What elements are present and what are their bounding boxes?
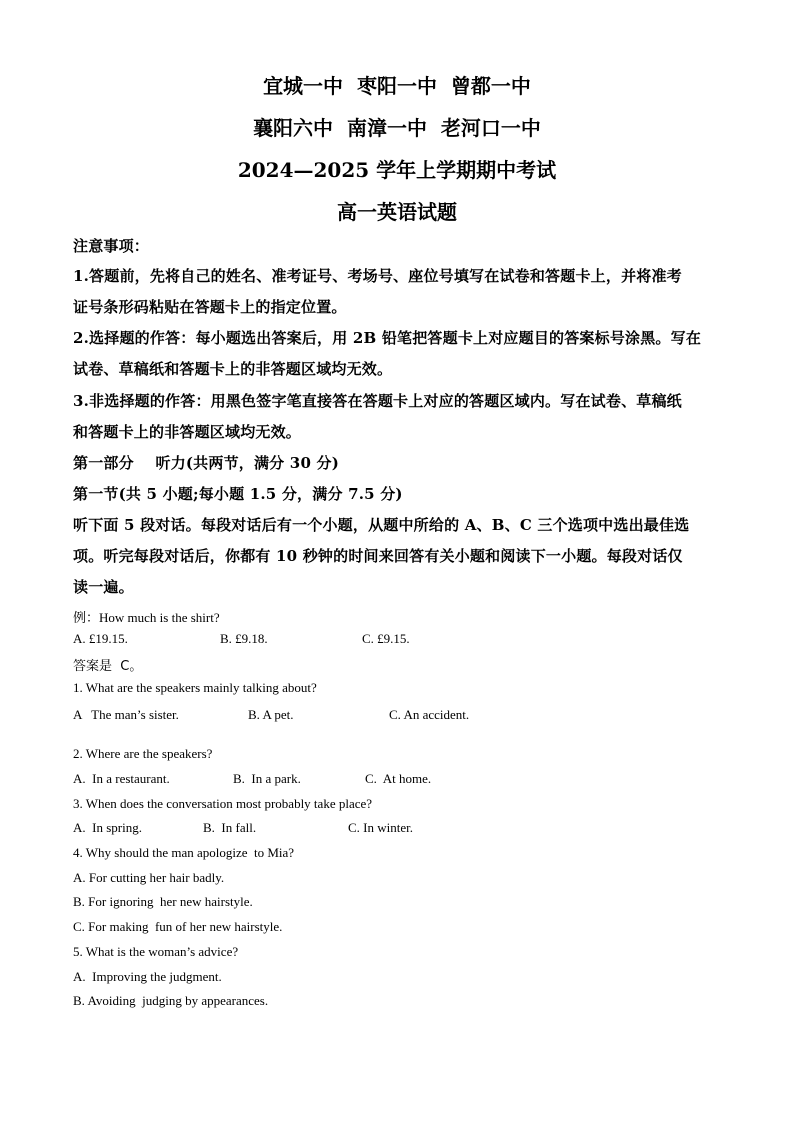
- question-3-option-c: C. In winter.: [348, 820, 413, 835]
- question-2-stem: 2. Where are the speakers?: [73, 746, 213, 761]
- example-option-c: C. £9.15.: [362, 631, 410, 646]
- question-1-stem: 1. What are the speakers mainly talking about?: [73, 680, 317, 695]
- note-1-line-2: 证号条形码粘贴在答题卡上的指定位置。: [73, 298, 347, 316]
- question-1-option-b: B. A pet.: [248, 707, 294, 722]
- instructions-line-2: 项。听完每段对话后，你都有 10 秒钟的时间来回答有关小题和阅读下一小题。每段对话仅: [73, 547, 683, 565]
- example-answer: 答案是 C。: [73, 659, 143, 674]
- question-3-option-b: B. In fall.: [203, 820, 257, 835]
- note-1-line-1: 1.答题前，先将自己的姓名、准考证号、考场号、座位号填写在试卷和答题卡上，并将准考: [73, 267, 682, 285]
- note-3-line-1: 3.非选择题的作答：用黑色签字笔直接答在答题卡上对应的答题区域内。写在试卷、草稿纸: [73, 392, 682, 410]
- section-1-heading: 第一节(共 5 小题;每小题 1.5 分，满分 7.5 分): [73, 485, 403, 503]
- exam-title: 2024—2025 学年上学期期中考试: [237, 158, 557, 182]
- question-1-option-c: C. An accident.: [389, 707, 470, 722]
- question-3-option-a: A. In spring.: [73, 820, 142, 835]
- schools-line-1: 宜城一中 枣阳一中 曾都一中: [263, 74, 531, 98]
- subject-title: 高一英语试题: [337, 200, 457, 224]
- example-question: 例：How much is the shirt?: [73, 610, 220, 625]
- example-option-a: A. £19.15.: [73, 631, 128, 646]
- instructions-line-1: 听下面 5 段对话。每段对话后有一个小题，从题中所给的 A、B、C 三个选项中选出最佳选: [73, 516, 690, 534]
- question-1-option-a: A The man’s sister.: [73, 707, 179, 722]
- note-3-line-2: 和答题卡上的非答题区域均无效。: [73, 423, 302, 441]
- question-2-option-b: B. In a park.: [233, 771, 301, 786]
- question-5-option-a: A. Improving the judgment.: [73, 969, 222, 984]
- question-3-stem: 3. When does the conversation most probably take place?: [73, 796, 373, 811]
- note-2-line-2: 试卷、草稿纸和答题卡上的非答题区域均无效。: [73, 360, 393, 378]
- question-5-option-b: B. Avoiding judging by appearances.: [73, 993, 269, 1008]
- part-1-heading: 第一部分 听力(共两节，满分 30 分): [73, 454, 340, 472]
- notes-heading: 注意事项：: [73, 237, 150, 255]
- question-2-option-c: C. At home.: [365, 771, 432, 786]
- example-option-b: B. £9.18.: [220, 631, 268, 646]
- question-4-stem: 4. Why should the man apologize to Mia?: [73, 845, 295, 860]
- question-4-option-b: B. For ignoring her new hairstyle.: [73, 894, 253, 909]
- instructions-line-3: 读一遍。: [73, 578, 134, 596]
- question-2-option-a: A. In a restaurant.: [73, 771, 170, 786]
- question-4-option-a: A. For cutting her hair badly.: [73, 870, 225, 885]
- question-5-stem: 5. What is the woman’s advice?: [73, 944, 239, 959]
- note-2-line-1: 2.选择题的作答：每小题选出答案后，用 2B 铅笔把答题卡上对应题目的答案标号涂黑。写在: [73, 329, 702, 347]
- schools-line-2: 襄阳六中 南漳一中 老河口一中: [253, 116, 541, 140]
- question-4-option-c: C. For making fun of her new hairstyle.: [73, 919, 283, 934]
